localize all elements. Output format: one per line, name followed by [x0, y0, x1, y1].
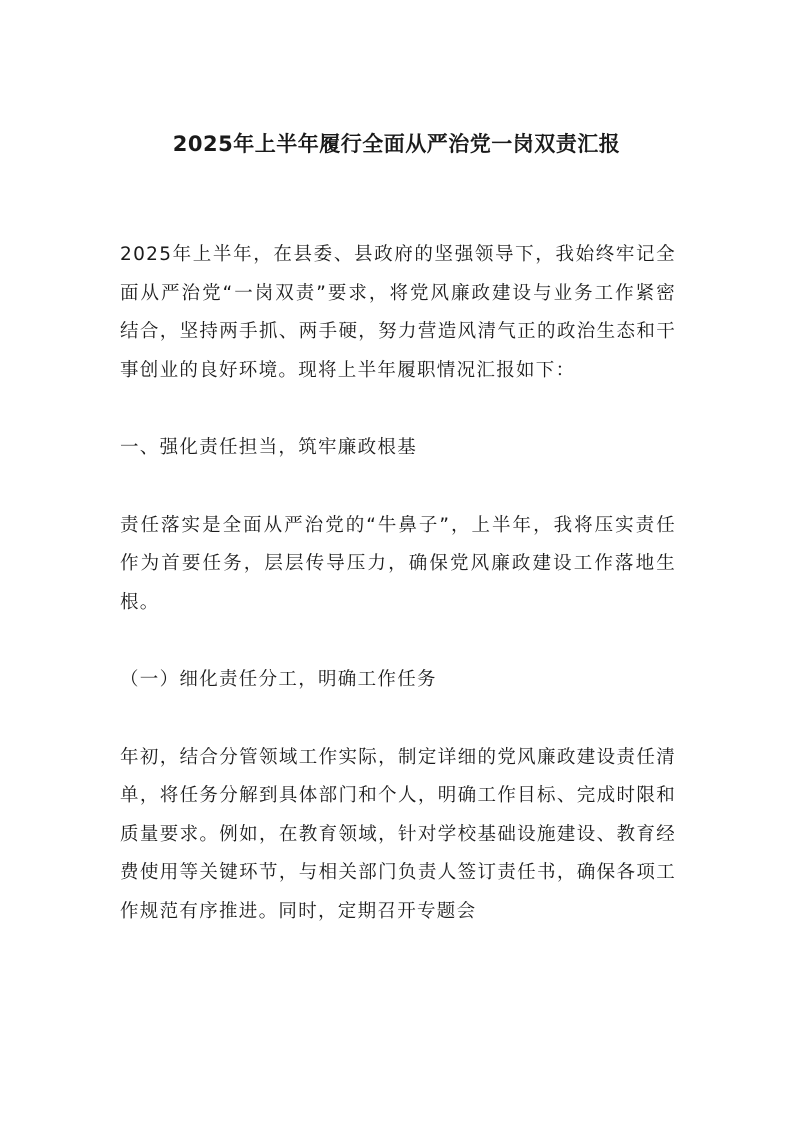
subsection-paragraph-1: 年初，结合分管领域工作实际，制定详细的党风廉政建设责任清单，将任务分解到具体部门和个人，明确工作目标、完成时限和质量要求。例如，在教育领域，针对学校基础设施建设、教育经费使用等关键环节，与相关部门负责人签订责任书，确保各项工作规范有序推进。同时，定期召开专题会 [120, 746, 676, 922]
subsection-heading-1: （一）细化责任分工，明确工作任务 [120, 669, 437, 690]
section-heading-1: 一、强化责任担当，筑牢廉政根基 [120, 437, 418, 458]
document-title: 2025年上半年履行全面从严治党一岗双责汇报 [172, 132, 621, 156]
intro-paragraph: 2025年上半年，在县委、县政府的坚强领导下，我始终牢记全面从严治党“一岗双责”要求，将党风廉政建设与业务工作紧密结合，坚持两手抓、两手硬，努力营造风清气正的政治生态和干事创业的良好环境。现将上半年履职情况汇报如下： [120, 244, 676, 381]
section-paragraph-1: 责任落实是全面从严治党的“牛鼻子”，上半年，我将压实责任作为首要任务，层层传导压力，确保党风廉政建设工作落地生根。 [120, 514, 676, 613]
document-body [120, 236, 676, 931]
